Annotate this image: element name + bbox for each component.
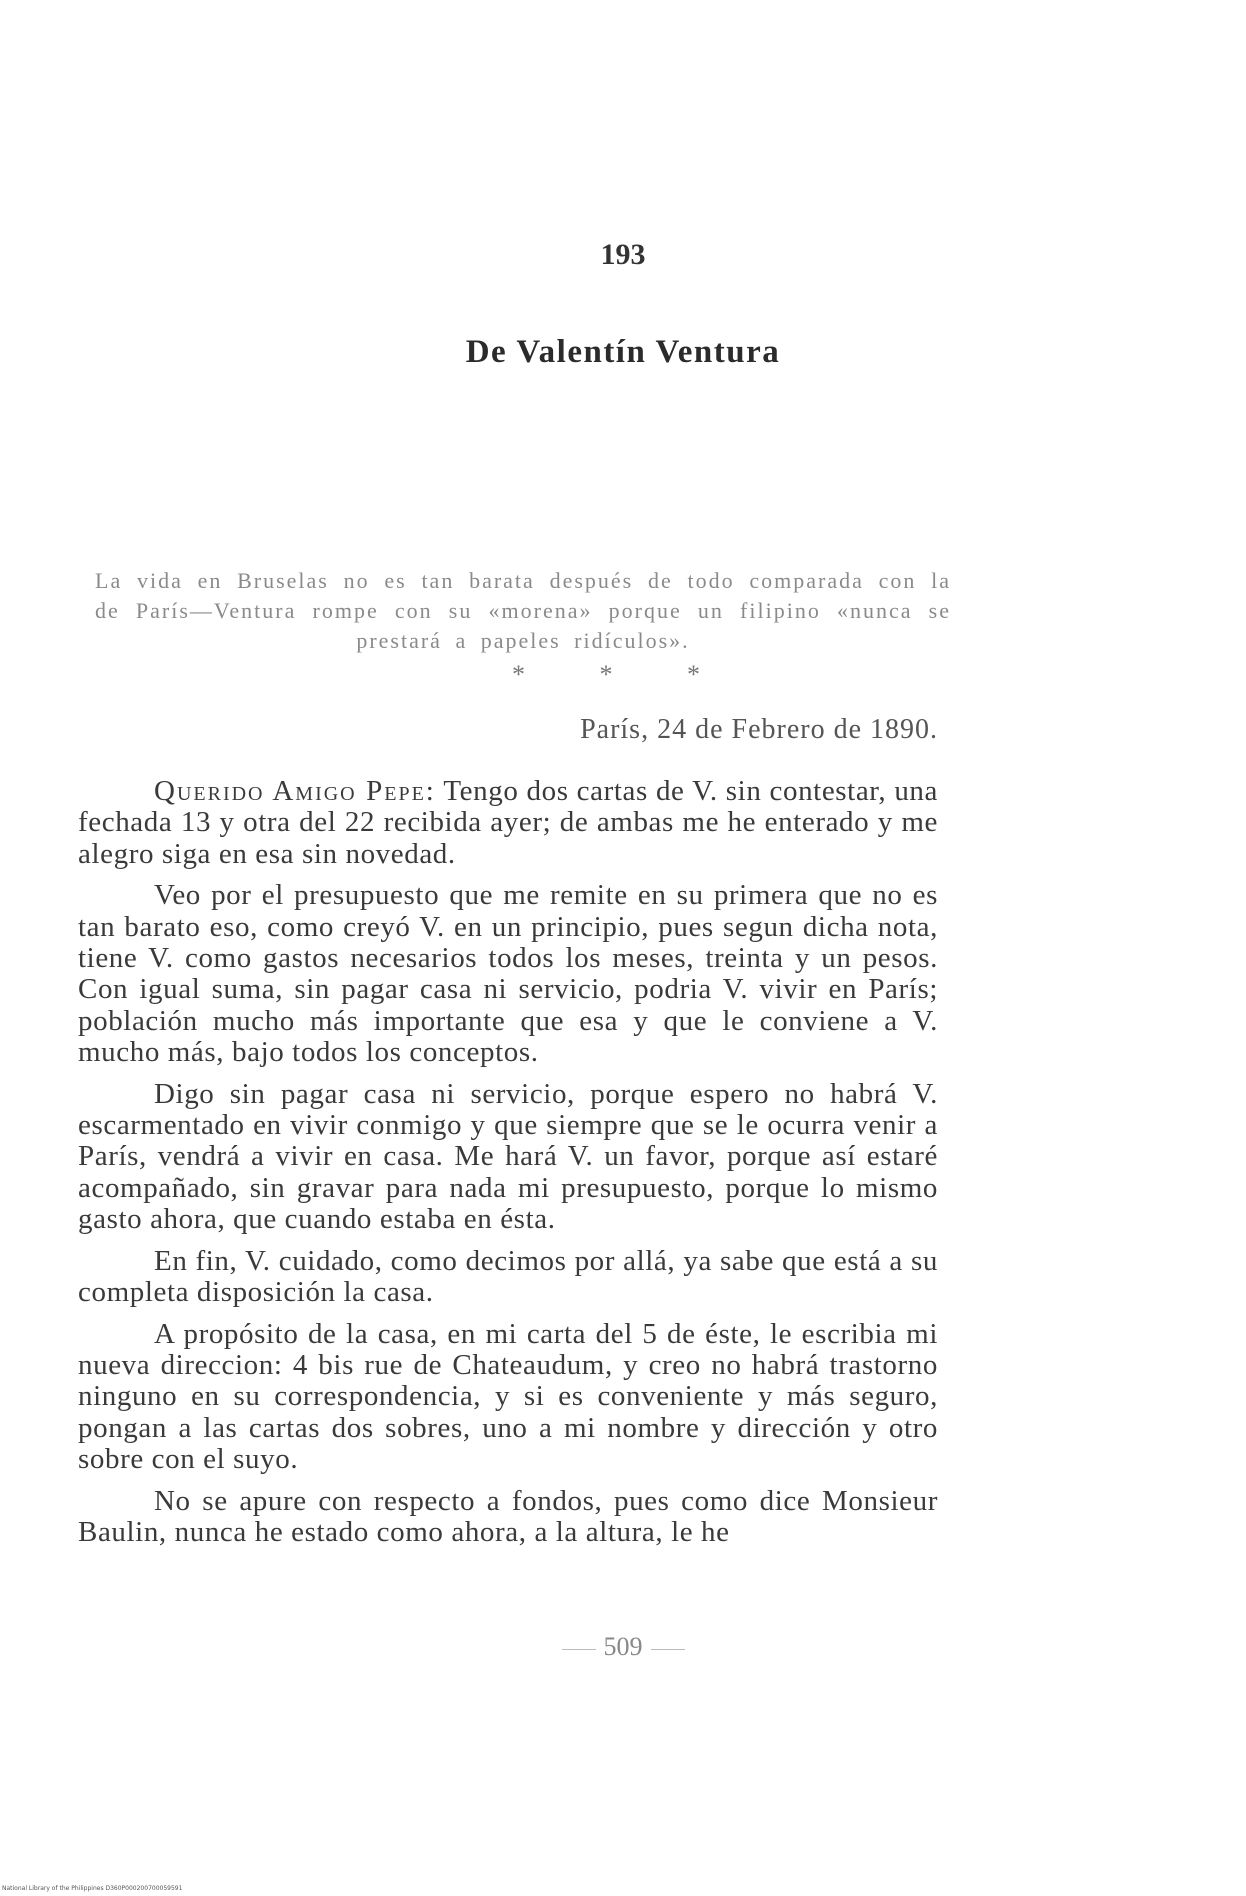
letter-body [78,776,938,1558]
body-paragraph: Digo sin pagar casa ni servicio, porque espero no habrá V. escarmentado en vivir conmigo y que siempre que se le ocurra venir a París, vendrá a vivir en casa. Me hará V. un favor, porque así estaré acompañado, sin gravar para nada mi presupuesto, porque lo mismo gasto ahora, que cuando estaba en ésta. [78,1077,938,1236]
paragraph-text: Tengo dos cartas de V. sin contestar, una fechada 13 y otra del 22 recibida ayer; de ambas me he enterado y me alegro siga en esa sin novedad. [78,775,938,870]
letter-summary: La vida en Bruselas no es tan barata después de todo comparada con la de París—Ventura rompe con su «morena» porque un filipino «nunca se prestará a papeles ridículos». [95,568,951,653]
footer-credit: National Library of the Philippines D360P000200700059591 [2,1885,183,1892]
body-paragraph [78,776,938,870]
body-paragraph: A propósito de la casa, en mi carta del 5 de éste, le escribia mi nueva direccion: 4 bis rue de Chateaudum, y creo no habrá trastorno ninguno en su correspondencia, y si es conveniente y más seguro, pongan a las cartas dos sobres, uno a mi nombre y dirección y otro sobre con el suyo. [78,1317,938,1476]
page-folio [0,1632,1246,1662]
letter-title: De Valentín Ventura [465,334,781,370]
asterism-separator: * * * [512,660,734,689]
body-paragraph: Veo por el presupuesto que me remite en su primera que no es tan barato eso, como creyó V. en un principio, pues segun dicha nota, tiene V. como gastos necesarios todos los meses, treinta y un pesos. Con igual suma, sin pagar casa ni servicio, podria V. vivir en París; población mucho más importante que esa y que le conviene a V. mucho más, bajo todos los conceptos. [78,879,938,1069]
folio-number: 509 [603,1632,643,1661]
folio-dash-left [562,1649,596,1650]
letter-number: 193 [600,238,646,271]
folio-dash-right [651,1649,685,1650]
dateline: París, 24 de Febrero de 1890. [580,714,938,745]
body-paragraph: No se apure con respecto a fondos, pues como dice Monsieur Baulin, nunca he estado como ahora, a la altura, le he [78,1484,938,1548]
body-paragraph: En fin, V. cuidado, como decimos por allá, ya sabe que está a su completa disposición la casa. [78,1244,938,1309]
salutation: Querido Amigo Pepe: [154,775,436,807]
